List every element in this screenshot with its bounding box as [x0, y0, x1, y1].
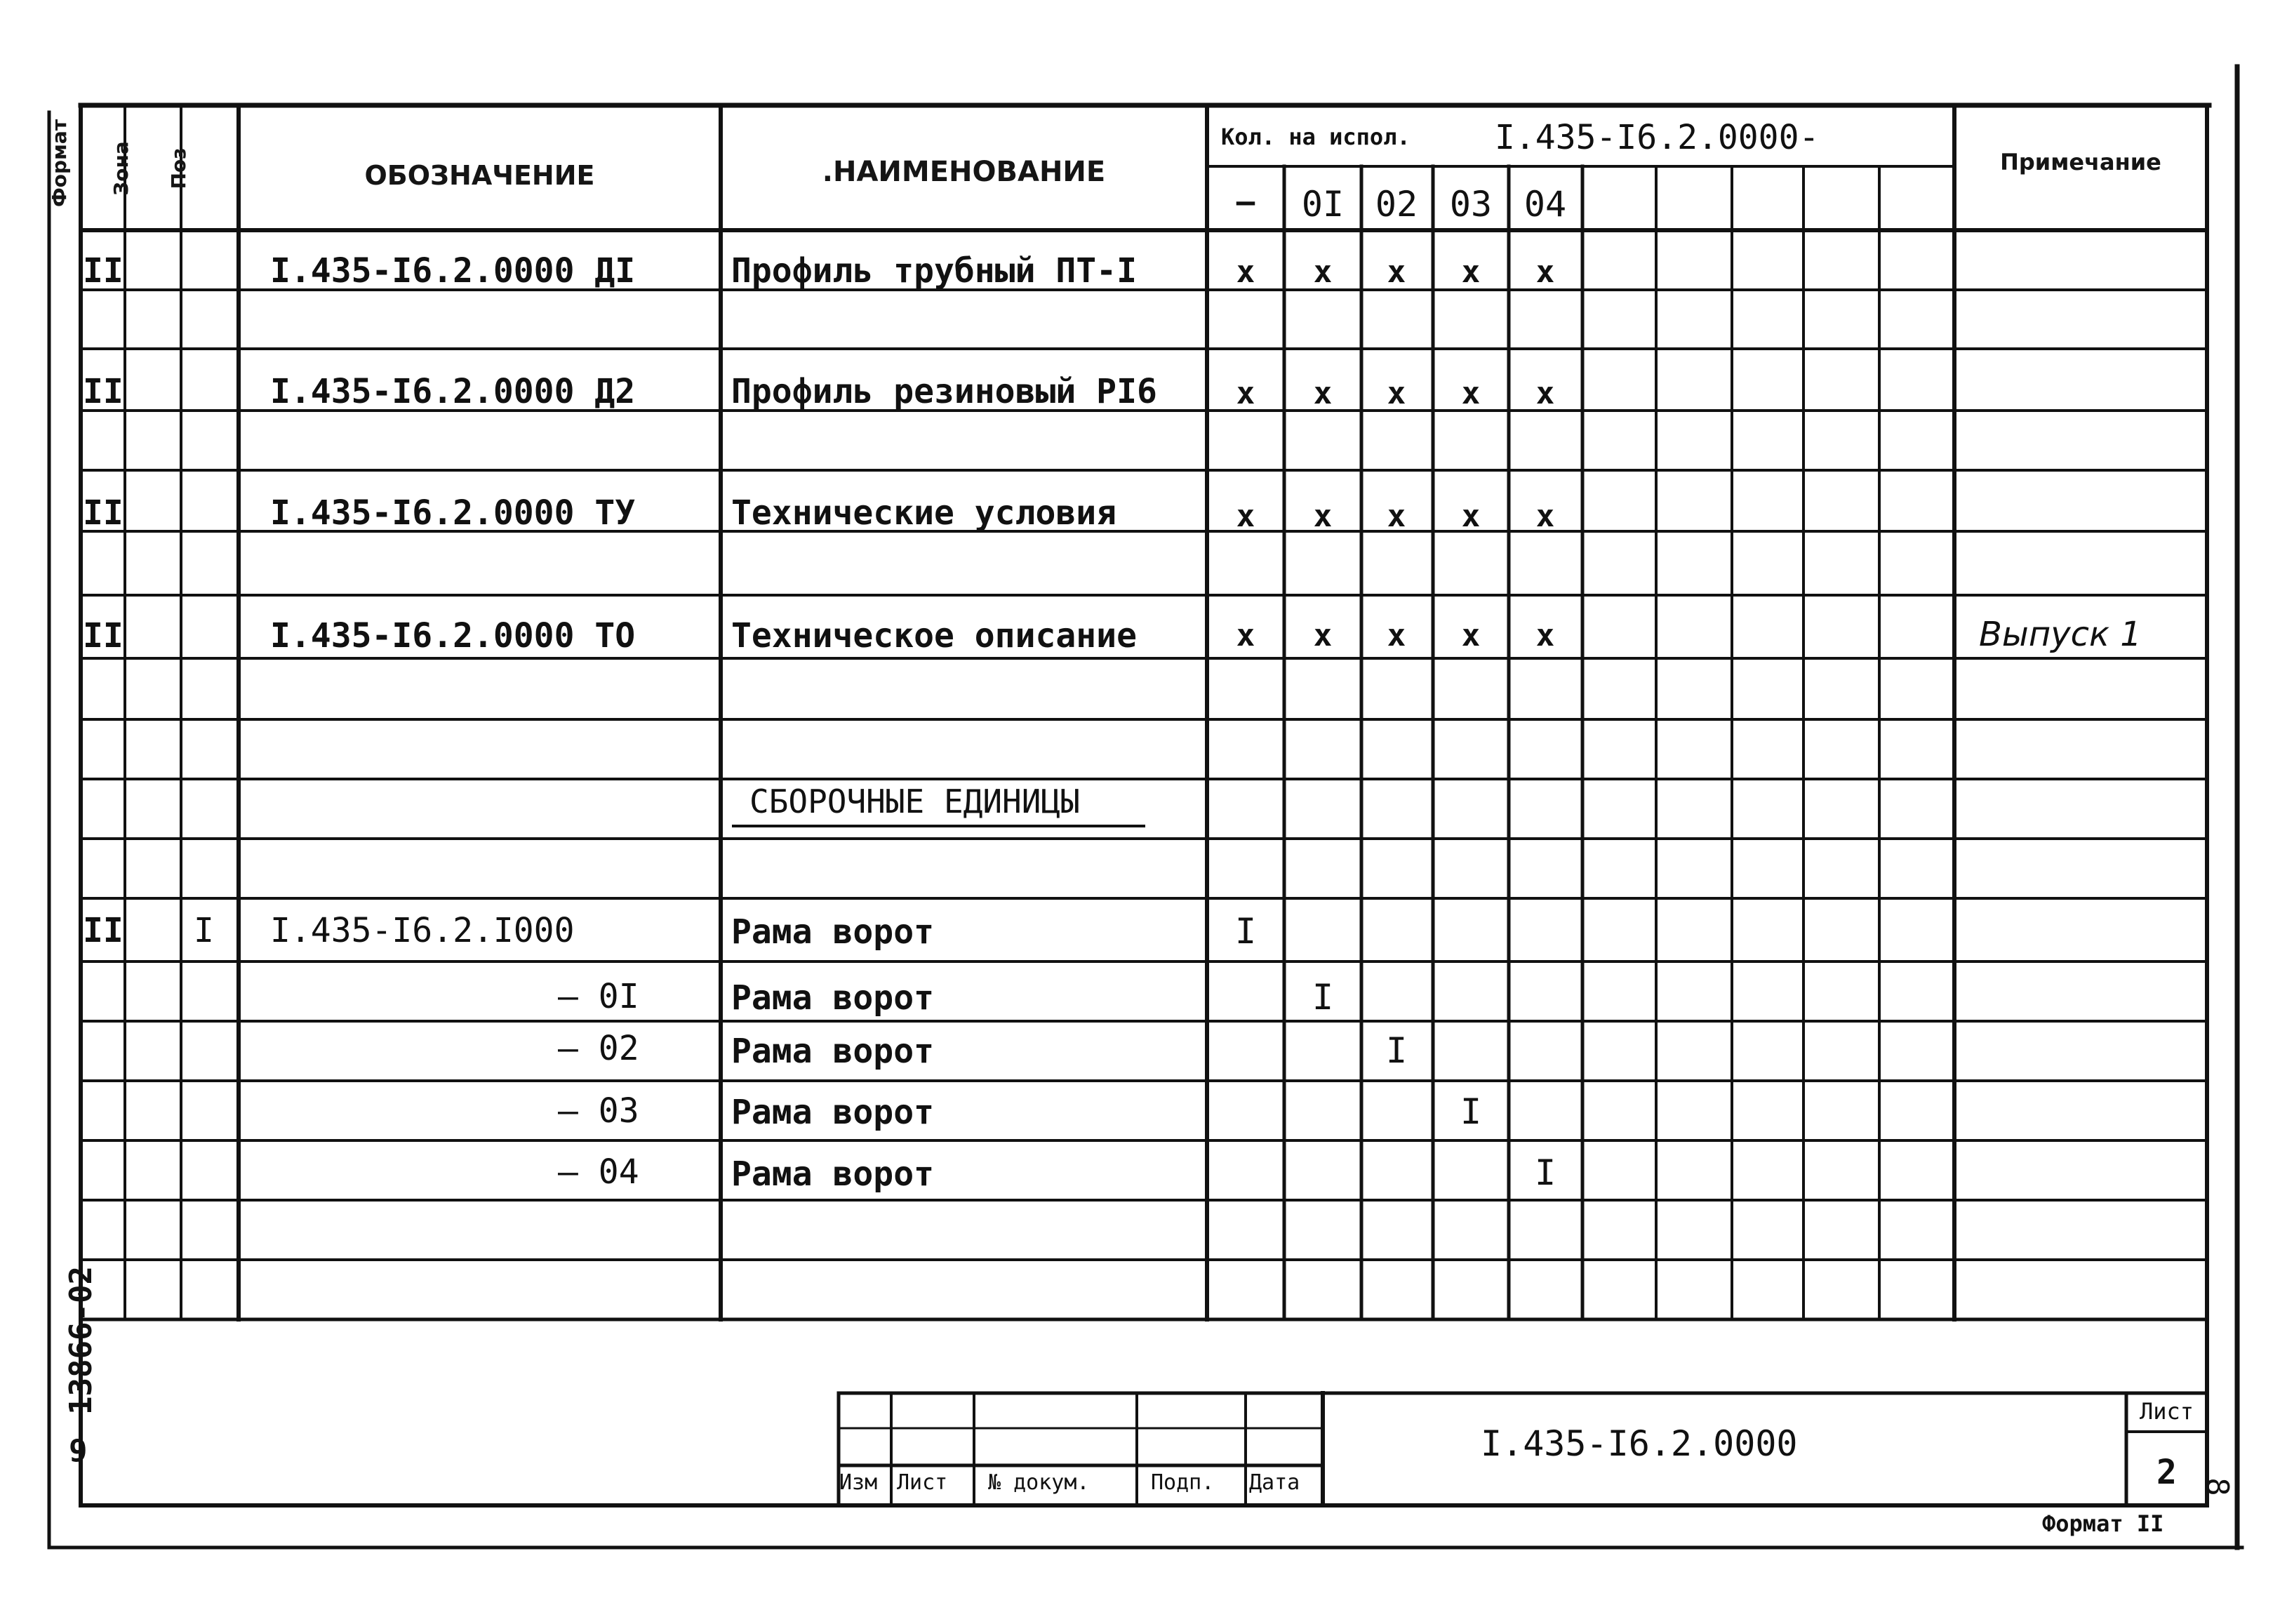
- row-format: II: [83, 616, 124, 655]
- qty-mark: I: [1534, 1152, 1556, 1193]
- row-designation: – 0I: [558, 977, 639, 1016]
- qty-mark: x: [1535, 618, 1555, 653]
- row-pos: I: [194, 911, 214, 950]
- qty-mark: x: [1236, 618, 1255, 653]
- variant-header: –: [1236, 184, 1255, 220]
- qty-mark: x: [1461, 254, 1481, 290]
- qty-mark: I: [1234, 911, 1257, 952]
- stamp-sheet-label: Лист: [2139, 1398, 2194, 1425]
- header-qty-label: Кол. на испол.: [1221, 124, 1411, 150]
- header-zone: Зона: [109, 141, 133, 196]
- qty-mark: x: [1313, 254, 1333, 290]
- qty-mark: x: [1535, 254, 1555, 290]
- row-name: Техническое описание: [731, 616, 1137, 655]
- corner-number: 8: [2199, 1477, 2235, 1496]
- qty-mark: x: [1387, 498, 1406, 534]
- qty-mark: x: [1461, 375, 1481, 411]
- variant-header: 04: [1523, 184, 1567, 225]
- row-designation: I.435-I6.2.I000: [270, 911, 575, 950]
- row-designation: – 04: [558, 1152, 639, 1192]
- row-designation: I.435-I6.2.0000 ДI: [270, 251, 636, 291]
- row-name: Технические условия: [731, 493, 1117, 533]
- row-name: Рама ворот: [731, 1093, 934, 1132]
- stamp-label-izm: Изм: [839, 1470, 878, 1495]
- stamp-label-list: Лист: [897, 1470, 948, 1495]
- header-qty-doc: I.435-I6.2.0000-: [1495, 118, 1820, 157]
- qty-mark: x: [1313, 498, 1333, 534]
- row-name: Рама ворот: [731, 978, 934, 1018]
- qty-mark: x: [1461, 498, 1481, 534]
- row-designation: – 02: [558, 1029, 639, 1068]
- section-title: СБОРОЧНЫЕ ЕДИНИЦЫ: [749, 783, 1080, 820]
- qty-mark: x: [1236, 375, 1255, 411]
- row-name: Рама ворот: [731, 1032, 934, 1071]
- header-name: .НАИМЕНОВАНИЕ: [822, 156, 1106, 188]
- qty-mark: x: [1387, 254, 1406, 290]
- row-designation: I.435-I6.2.0000 ТО: [270, 616, 636, 655]
- row-note: Выпуск 1: [1979, 615, 2142, 654]
- qty-mark: x: [1236, 254, 1255, 290]
- qty-mark: x: [1313, 375, 1333, 411]
- row-designation: I.435-I6.2.0000 Д2: [270, 372, 636, 411]
- qty-mark: x: [1461, 618, 1481, 653]
- qty-mark: x: [1313, 618, 1333, 653]
- qty-mark: x: [1387, 618, 1406, 653]
- header-designation: ОБОЗНАЧЕНИЕ: [364, 160, 595, 191]
- qty-mark: x: [1535, 375, 1555, 411]
- header-pos: Поз: [167, 147, 190, 189]
- header-format: Формат: [48, 119, 71, 207]
- row-name: Рама ворот: [731, 912, 934, 952]
- qty-mark: x: [1387, 375, 1406, 411]
- row-designation: I.435-I6.2.0000 ТУ: [270, 493, 636, 533]
- side-code: 13866-02: [63, 1266, 99, 1415]
- row-name: Рама ворот: [731, 1154, 934, 1194]
- variant-header: 0I: [1301, 184, 1345, 225]
- row-designation: – 03: [558, 1091, 639, 1131]
- qty-mark: I: [1385, 1030, 1408, 1071]
- stamp-label-doc: № докум.: [988, 1470, 1090, 1495]
- side-number: 9: [69, 1433, 88, 1469]
- variant-header: 02: [1375, 184, 1418, 225]
- qty-mark: I: [1460, 1091, 1482, 1132]
- stamp-label-date: Дата: [1249, 1470, 1300, 1495]
- stamp-sheet-number: 2: [2156, 1453, 2177, 1492]
- stamp-doc-number: I.435-I6.2.0000: [1481, 1423, 1798, 1464]
- qty-mark: I: [1312, 977, 1334, 1018]
- variant-header: 03: [1449, 184, 1493, 225]
- row-format: II: [83, 372, 124, 411]
- row-format: II: [83, 251, 124, 291]
- stamp-label-sign: Подп.: [1151, 1470, 1215, 1495]
- row-name: Профиль резиновый PI6: [731, 372, 1157, 411]
- row-format: II: [83, 493, 124, 533]
- row-name: Профиль трубный ПТ-I: [731, 251, 1137, 291]
- qty-mark: x: [1236, 498, 1255, 534]
- header-note: Примечание: [2000, 149, 2161, 175]
- row-format: II: [83, 911, 124, 950]
- qty-mark: x: [1535, 498, 1555, 534]
- format-footer: Формат II: [2042, 1510, 2164, 1537]
